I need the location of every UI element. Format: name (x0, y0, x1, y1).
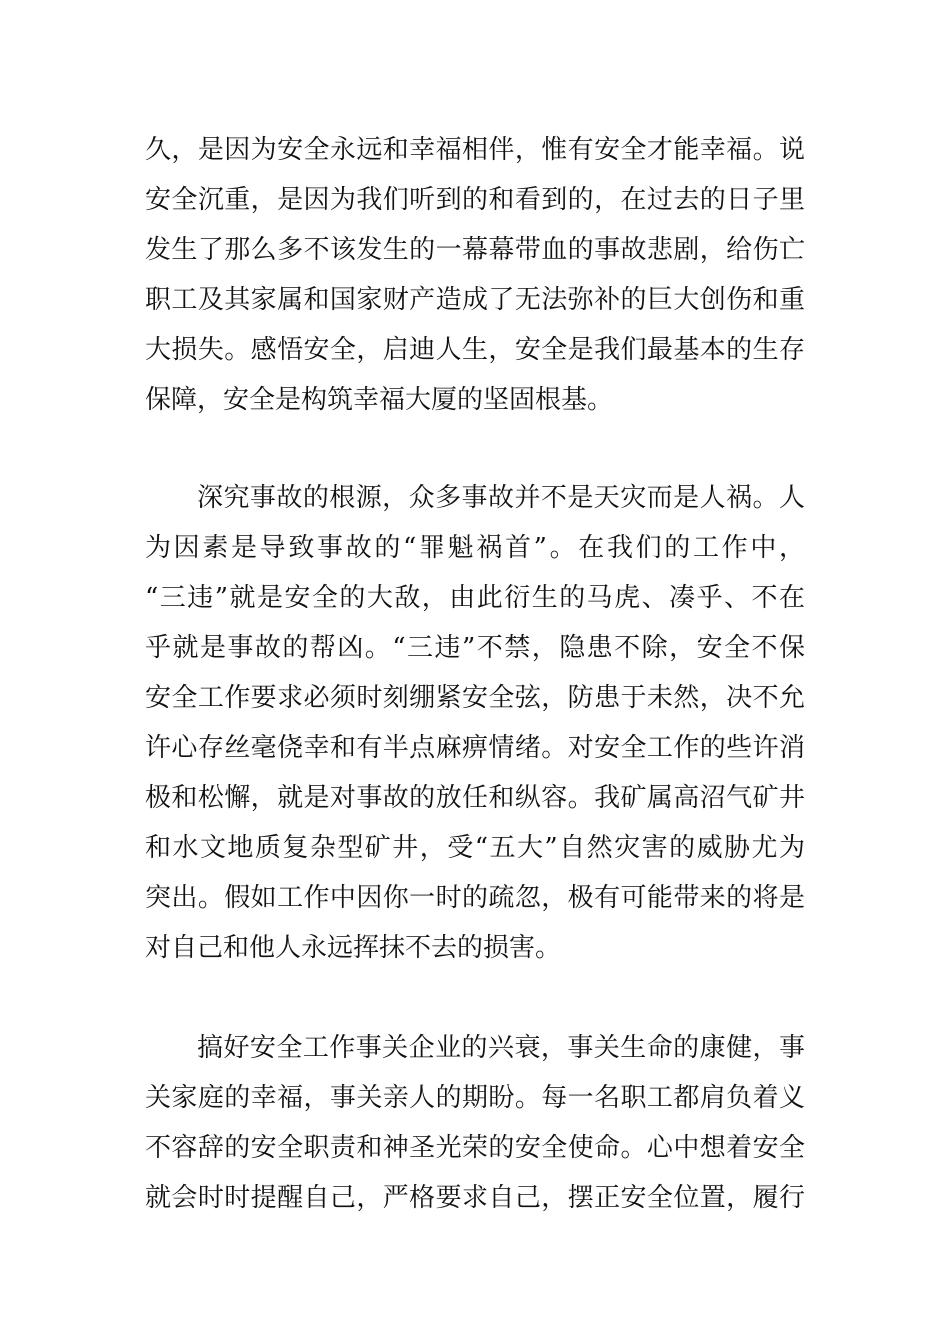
text-line: 久，是因为安全永远和幸福相伴，惟有安全才能幸福。说 (145, 135, 805, 165)
text-line: 深究事故的根源，众多事故并不是天灾而是人祸。人 (197, 483, 805, 513)
text-line: 安全工作要求必须时刻绷紧安全弦，防患于未然，决不允 (145, 683, 805, 713)
text-line: 乎就是事故的帮凶。“三违”不禁，隐患不除，安全不保 (145, 633, 805, 663)
text-line: 极和松懈，就是对事故的放任和纵容。我矿属高沼气矿井 (145, 783, 805, 813)
text-line: 许心存丝毫侥幸和有半点麻痹情绪。对安全工作的些许消 (145, 733, 805, 763)
text-line: 不容辞的安全职责和神圣光荣的安全使命。心中想着安全 (145, 1133, 805, 1163)
text-line: “三违”就是安全的大敌，由此衍生的马虎、凑乎、不在 (145, 583, 805, 613)
text-line: 大损失。感悟安全，启迪人生，安全是我们最基本的生存 (145, 335, 805, 365)
text-line: 为因素是导致事故的“罪魁祸首”。在我们的工作中， (145, 533, 805, 563)
text-line: 搞好安全工作事关企业的兴衰，事关生命的康健，事 (197, 1033, 805, 1063)
text-line: 保障，安全是构筑幸福大厦的坚固根基。 (145, 385, 614, 415)
text-line: 对自己和他人永远挥抹不去的损害。 (145, 933, 562, 963)
text-line: 突出。假如工作中因你一时的疏忽，极有可能带来的将是 (145, 883, 805, 913)
text-line: 安全沉重，是因为我们听到的和看到的，在过去的日子里 (145, 185, 805, 215)
text-line: 职工及其家属和国家财产造成了无法弥补的巨大创伤和重 (145, 285, 805, 315)
text-line: 关家庭的幸福，事关亲人的期盼。每一名职工都肩负着义 (145, 1083, 805, 1113)
text-line: 就会时时提醒自己，严格要求自己，摆正安全位置，履行 (145, 1183, 805, 1213)
text-line: 和水文地质复杂型矿井，受“五大”自然灾害的威胁尤为 (145, 833, 805, 863)
text-line: 发生了那么多不该发生的一幕幕带血的事故悲剧，给伤亡 (145, 235, 805, 265)
